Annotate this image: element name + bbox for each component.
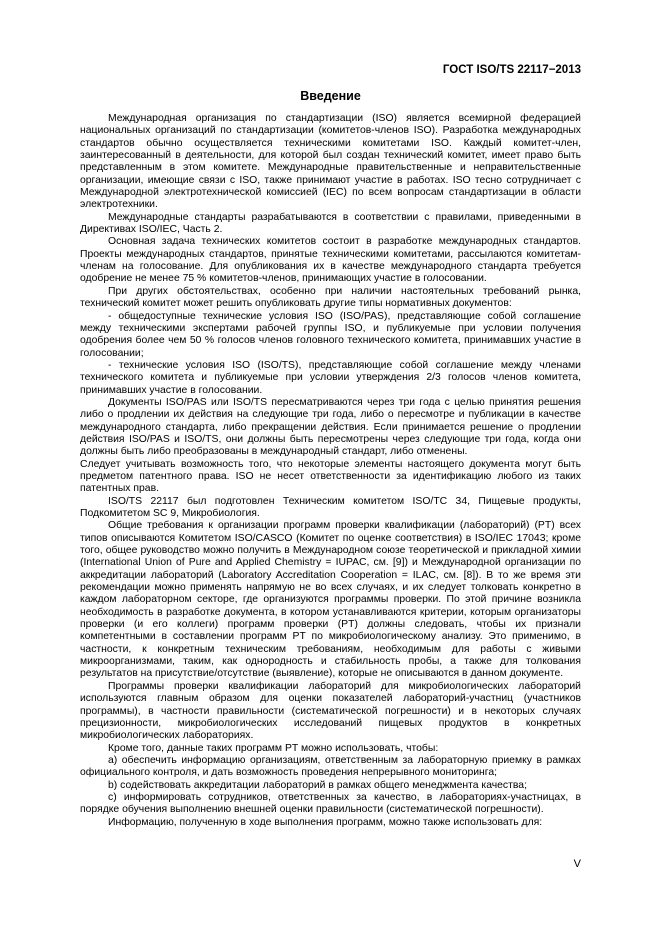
paragraph: Программы проверки квалификации лабораторий для микробиологических лабораторий используются главным образом для оценки показателей лабораторий-участниц (участников программы), в частности правильности (систематической погрешности) и в некоторых случаях прецизионности, микробиологических исследований пищевых продуктов в конкретных микробиологических лабораториях. bbox=[80, 680, 581, 742]
paragraph: Основная задача технических комитетов состоит в разработке международных стандартов. Проекты международных стандартов, принятые техническими комитетами, рассылаются комитетам-членам на голосование. Для опубликования их в качестве международного стандарта требуется одобрение не менее 75 % комитетов-членов, принимающих участие в голосовании. bbox=[80, 236, 581, 285]
paragraph: Информацию, полученную в ходе выполнения программ, можно также использовать для: bbox=[108, 816, 543, 828]
paragraph: b) содействовать аккредитации лабораторий в рамках общего менеджмента качества; bbox=[108, 779, 527, 791]
body-text bbox=[80, 113, 581, 829]
paragraph: Следует учитывать возможность того, что некоторые элементы настоящего документа могут быть предметом патентного права. ISO не несет ответственности за идентификацию любого из таких патентных прав. bbox=[80, 458, 581, 495]
paragraph: Международная организация по стандартизации (ISO) является всемирной федерацией национальных организаций по стандартизации (комитетов-членов ISO). Разработка международных стандартов обычно осуществляется техническими комитетами ISO. Каждый комитет-член, заинтересованный в деятельности, для которой был создан технический комитет, имеет право быть представленным в этом комитете. Международные правительственные и неправительственные организации, имеющие связи с ISO, также принимают участие в работах. ISO тесно сотрудничает с Международной электротехнической комиссией (IEC) по всем вопросам стандартизации в области электротехники. bbox=[80, 113, 581, 211]
paragraph: ISO/TS 22117 был подготовлен Техническим комитетом ISO/TC 34, Пищевые продукты, Подкомитетом SC 9, Микробиология. bbox=[80, 495, 581, 519]
paragraph: - общедоступные технические условия ISO (ISO/PAS), представляющие собой соглашение между техническими экспертами рабочей группы ISO, и публикуемые при условии получения одобрения более чем 50 % голосов членов головного технического комитета, принимавших участие в голосовании; bbox=[80, 310, 581, 359]
paragraph: Кроме того, данные таких программ PT можно использовать, чтобы: bbox=[108, 742, 439, 754]
paragraph: Общие требования к организации программ проверки квалификации (лабораторий) (PT) всех типов описываются Комитетом ISO/CASCO (Комитет по оценке соответствия) в ISO/IEC 17043; кроме того, общее руководство можно получить в Международном союзе теоретической и прикладной химии (International Union of Pure and Applied Chemistry = IUPAC, см. [9]) и Международной организации по аккредитации лабораторий (Laboratory Accreditation Cooperation = ILAC, см. [8]). В то же время эти рекомендации можно применять напрямую не во всех случаях, и их следует толковать конкретно в каждом лабораторном секторе, где организуются программы проверки. По этой причине возникла необходимость в разработке документа, в котором устанавливаются критерии, которым организаторы проверки (и его коллеги) программ проверки (PT) должны следовать, чтобы их признали компетентными в составлении программ PT по микробиологическому анализу. Это применимо, в частности, к конкретным техническим требованиям, необходимым для работы с живыми микроорганизмами, таким, как однородность и стабильность пробы, а также для толкования результатов на присутствие/отсутствие (выявление), которые не описываются в данном документе. bbox=[80, 520, 581, 680]
section-title: Введение bbox=[300, 89, 361, 103]
paragraph: Документы ISO/PAS или ISO/TS пересматриваются через три года с целью принятия решения либо о продлении их действия на следующие три года, либо о пересмотре и публикации в качестве международного стандарта, либо прекращении действия. Если принимается решение о продлении действия ISO/PAS и ISO/TS, они должны быть пересмотрены через следующие три года, когда они должны быть либо преобразованы в международный стандарт, либо отменены. bbox=[80, 396, 581, 458]
page-number: V bbox=[573, 858, 581, 870]
paragraph: Международные стандарты разрабатываются в соответствии с правилами, приведенными в Директивах ISO/IEC, Часть 2. bbox=[80, 211, 581, 236]
paragraph: a) обеспечить информацию организациям, ответственным за лабораторную приемку в рамках официального контроля, и дать возможность проведения непрерывного мониторинга; bbox=[80, 754, 581, 779]
paragraph: При других обстоятельствах, особенно при наличии настоятельных требований рынка, технический комитет может решить опубликовать другие типы нормативных документов: bbox=[80, 285, 581, 310]
document-header: ГОСТ ISO/TS 22117−2013 bbox=[442, 64, 581, 76]
paragraph: c) информировать сотрудников, ответственных за качество, в лабораториях-участницах, в порядке обучения выполнению внешней оценки правильности (систематической погрешности). bbox=[80, 791, 581, 816]
paragraph: - технические условия ISO (ISO/TS), представляющие собой соглашение между членами технического комитета и публикуемые при условии утверждения 2/3 голосов членов комитета, принимавших участие в голосовании. bbox=[80, 359, 581, 396]
